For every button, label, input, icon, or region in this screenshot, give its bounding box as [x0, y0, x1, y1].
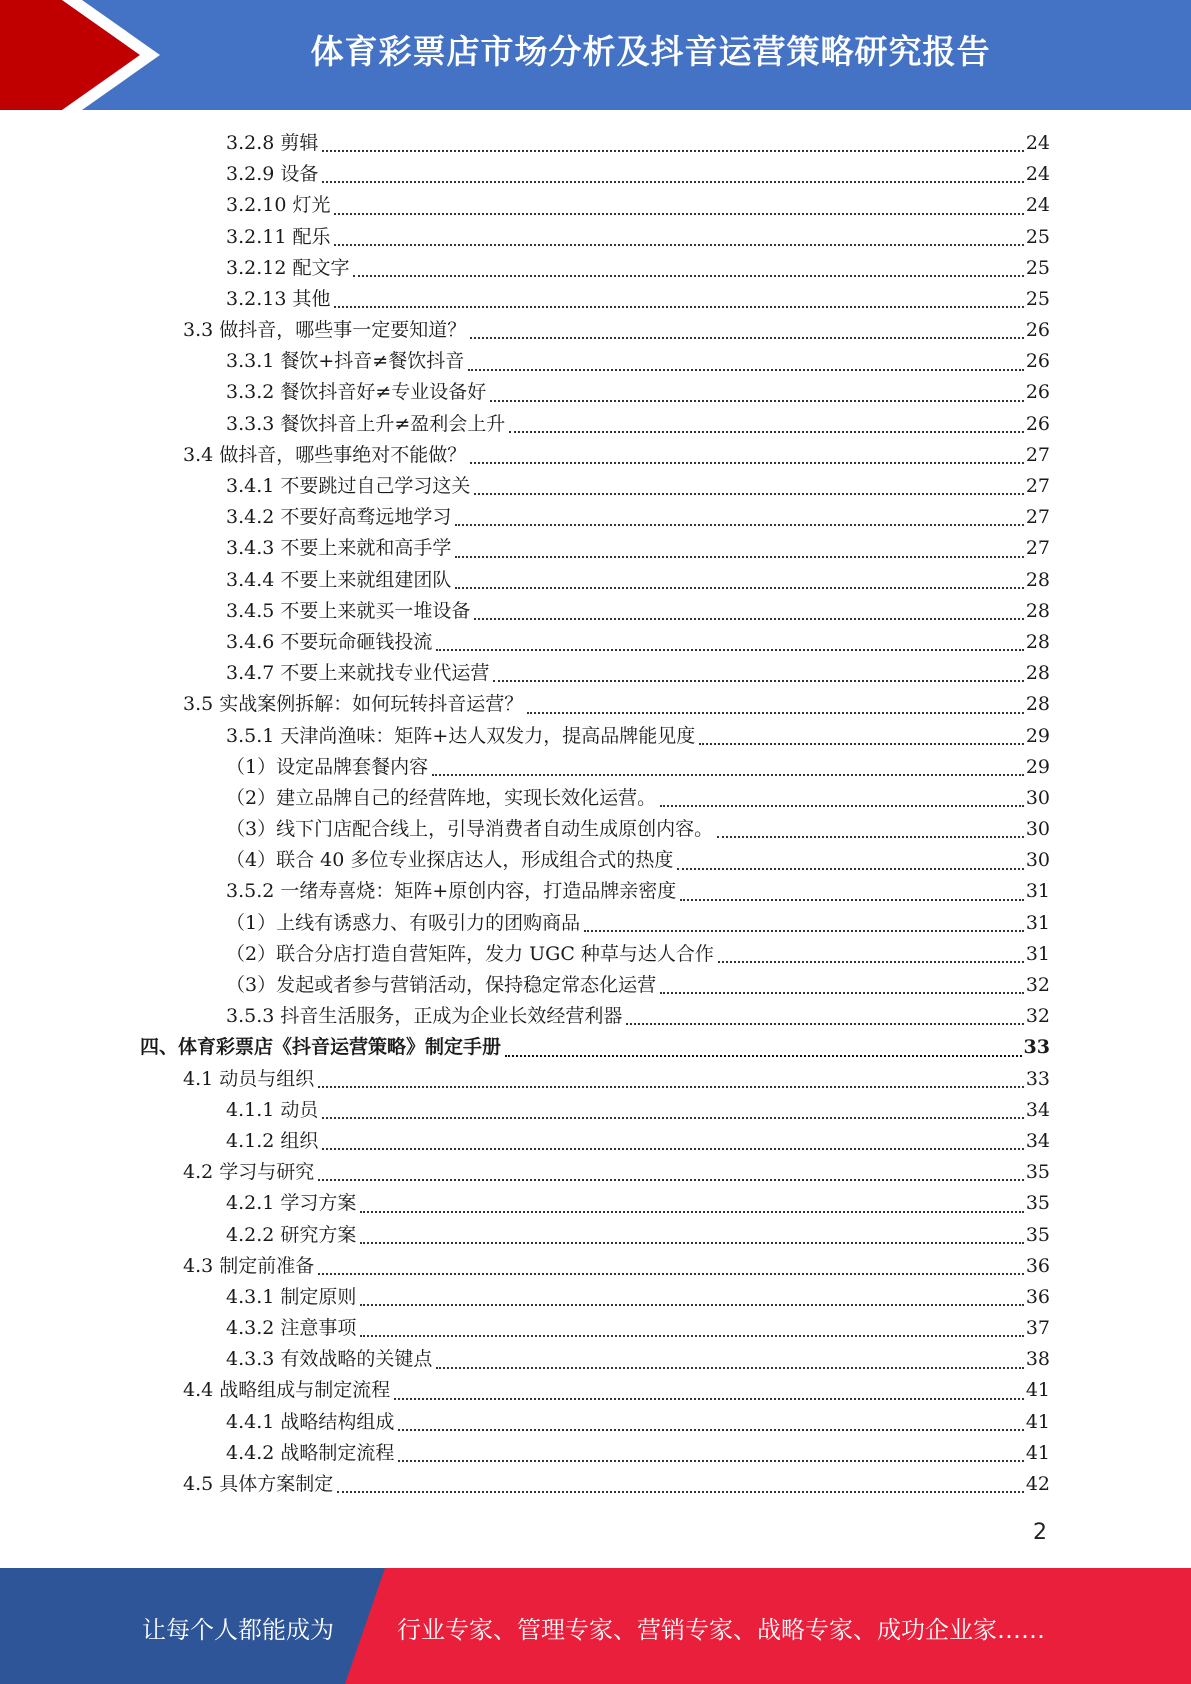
toc-entry-title: 3.2.12 配文字 — [226, 256, 350, 279]
toc-dot-leader — [353, 274, 1023, 277]
toc-entry[interactable] — [140, 471, 1050, 502]
toc-entry-title: 4.3 制定前准备 — [183, 1254, 315, 1277]
toc-entry[interactable] — [140, 1344, 1050, 1375]
toc-entry-title: （3）发起或者参与营销活动，保持稳定常态化运营 — [226, 974, 657, 997]
toc-entry[interactable] — [140, 596, 1050, 627]
toc-dot-leader — [660, 804, 1024, 807]
toc-entry-title: （1）上线有诱惑力、有吸引力的团购商品 — [226, 911, 581, 934]
toc-entry-page: 37 — [1025, 1317, 1050, 1340]
toc-entry-title: 3.2.11 配乐 — [226, 225, 331, 248]
toc-dot-leader — [322, 149, 1023, 152]
toc-entry-title: 4.3.1 制定原则 — [226, 1285, 357, 1308]
toc-dot-leader — [470, 336, 1024, 339]
toc-entry-page: 26 — [1025, 412, 1050, 435]
toc-entry-page: 26 — [1025, 381, 1050, 404]
toc-entry[interactable] — [140, 689, 1050, 720]
toc-entry[interactable] — [140, 939, 1050, 970]
toc-entry[interactable] — [140, 627, 1050, 658]
toc-dot-leader — [360, 1303, 1023, 1306]
toc-dot-leader — [490, 399, 1024, 402]
footer-slogan-left: 让每个人都能成为 — [142, 1616, 334, 1644]
toc-dot-leader — [717, 835, 1024, 838]
toc-entry[interactable] — [140, 1126, 1050, 1157]
toc-entry-page: 32 — [1025, 974, 1050, 997]
toc-entry[interactable] — [140, 1376, 1050, 1407]
toc-entry[interactable] — [140, 721, 1050, 752]
toc-entry-title: 3.2.9 设备 — [226, 163, 319, 186]
toc-entry-title: （1）设定品牌套餐内容 — [226, 755, 429, 778]
footer-slogan-right: 行业专家、管理专家、营销专家、战略专家、成功企业家…… — [397, 1616, 1045, 1644]
toc-dot-leader — [360, 1241, 1023, 1244]
toc-entry-title: 4.2.2 研究方案 — [226, 1223, 357, 1246]
toc-dot-leader — [660, 991, 1024, 994]
toc-entry-title: 3.4.1 不要跳过自己学习这关 — [226, 475, 471, 498]
toc-dot-leader — [334, 243, 1023, 246]
toc-entry-page: 35 — [1025, 1192, 1050, 1215]
toc-dot-leader — [436, 1366, 1023, 1369]
toc-entry-title: 3.5.1 天津尚渔味：矩阵+达人双发力，提高品牌能见度 — [226, 724, 696, 747]
toc-dot-leader — [468, 368, 1024, 371]
toc-dot-leader — [527, 711, 1024, 714]
toc-entry-title: 4.4.2 战略制定流程 — [226, 1441, 395, 1464]
toc-entry-title: 3.5 实战案例拆解：如何玩转抖音运营？ — [183, 693, 524, 716]
toc-entry-page: 24 — [1025, 163, 1050, 186]
toc-entry-page: 41 — [1025, 1379, 1050, 1402]
toc-entry-title: 3.5.3 抖音生活服务，正成为企业长效经营利器 — [226, 1005, 623, 1028]
toc-entry-title: 3.3.2 餐饮抖音好≠专业设备好 — [226, 381, 487, 404]
toc-entry-page: 34 — [1025, 1098, 1050, 1121]
toc-entry-page: 27 — [1025, 443, 1050, 466]
toc-entry-title: 四、体育彩票店《抖音运营策略》制定手册 — [140, 1036, 502, 1059]
toc-entry[interactable] — [140, 1282, 1050, 1313]
toc-dot-leader — [360, 1210, 1023, 1213]
toc-dot-leader — [455, 555, 1023, 558]
page-header — [0, 0, 1191, 110]
toc-entry-page: 31 — [1025, 880, 1050, 903]
toc-entry-title: 3.4 做抖音，哪些事绝对不能做？ — [183, 443, 467, 466]
toc-entry-page: 31 — [1025, 942, 1050, 965]
table-of-contents — [140, 128, 1050, 1500]
toc-entry-page: 28 — [1025, 662, 1050, 685]
toc-entry-title: 3.4.3 不要上来就和高手学 — [226, 537, 452, 560]
toc-entry-page: 28 — [1025, 693, 1050, 716]
toc-entry[interactable] — [140, 845, 1050, 876]
toc-dot-leader — [322, 1147, 1023, 1150]
toc-entry-page: 30 — [1025, 786, 1050, 809]
toc-entry[interactable] — [140, 346, 1050, 377]
page-footer — [0, 1568, 1191, 1684]
toc-entry-title: 3.4.2 不要好高骛远地学习 — [226, 506, 452, 529]
toc-entry[interactable] — [140, 128, 1050, 159]
toc-dot-leader — [677, 867, 1023, 870]
toc-entry[interactable] — [140, 1438, 1050, 1469]
toc-entry[interactable] — [140, 378, 1050, 409]
toc-entry-page: 36 — [1025, 1285, 1050, 1308]
toc-dot-leader — [432, 773, 1024, 776]
toc-dot-leader — [318, 1178, 1024, 1181]
toc-entry-page: 26 — [1025, 350, 1050, 373]
toc-entry[interactable] — [140, 908, 1050, 939]
toc-entry-page: 28 — [1025, 630, 1050, 653]
toc-entry[interactable] — [140, 1064, 1050, 1095]
toc-dot-leader — [718, 960, 1024, 963]
toc-entry[interactable] — [140, 1095, 1050, 1126]
toc-dot-leader — [398, 1459, 1023, 1462]
toc-entry-title: 3.2.10 灯光 — [226, 194, 331, 217]
toc-entry[interactable] — [140, 253, 1050, 284]
toc-entry[interactable] — [140, 1188, 1050, 1219]
toc-entry-title: 4.2.1 学习方案 — [226, 1192, 357, 1215]
toc-entry-page: 30 — [1025, 849, 1050, 872]
toc-entry[interactable] — [140, 658, 1050, 689]
toc-entry[interactable] — [140, 1313, 1050, 1344]
toc-entry[interactable] — [140, 315, 1050, 346]
toc-entry-page: 35 — [1025, 1161, 1050, 1184]
toc-entry[interactable] — [140, 814, 1050, 845]
toc-entry-page: 34 — [1025, 1129, 1050, 1152]
toc-entry-page: 25 — [1025, 256, 1050, 279]
toc-entry[interactable] — [140, 1469, 1050, 1500]
toc-entry[interactable] — [140, 440, 1050, 471]
toc-dot-leader — [360, 1334, 1023, 1337]
toc-dot-leader — [470, 461, 1024, 464]
toc-entry[interactable] — [140, 533, 1050, 564]
toc-dot-leader — [318, 1272, 1024, 1275]
toc-entry-title: （2）建立品牌自己的经营阵地，实现长效化运营。 — [226, 786, 657, 809]
toc-entry-page: 28 — [1025, 599, 1050, 622]
toc-entry[interactable] — [140, 159, 1050, 190]
toc-entry-title: 4.1 动员与组织 — [183, 1067, 315, 1090]
toc-entry[interactable] — [140, 284, 1050, 315]
toc-entry[interactable] — [140, 1407, 1050, 1438]
toc-dot-leader — [436, 648, 1023, 651]
toc-dot-leader — [626, 1022, 1023, 1025]
toc-dot-leader — [493, 679, 1023, 682]
toc-dot-leader — [318, 1085, 1024, 1088]
toc-entry-page: 41 — [1025, 1410, 1050, 1433]
toc-dot-leader — [394, 1397, 1024, 1400]
toc-entry-title: 4.3.2 注意事项 — [226, 1317, 357, 1340]
toc-entry-title: 4.1.2 组织 — [226, 1129, 319, 1152]
toc-entry-title: 3.4.7 不要上来就找专业代运营 — [226, 662, 490, 685]
toc-dot-leader — [584, 929, 1024, 932]
toc-dot-leader — [455, 586, 1023, 589]
toc-entry-title: 4.1.1 动员 — [226, 1098, 319, 1121]
toc-entry-page: 29 — [1025, 755, 1050, 778]
toc-entry-page: 26 — [1025, 319, 1050, 342]
toc-entry[interactable] — [140, 409, 1050, 440]
toc-entry-page: 29 — [1025, 724, 1050, 747]
toc-dot-leader — [505, 1054, 1022, 1057]
toc-entry-page: 41 — [1025, 1441, 1050, 1464]
toc-entry-title: 4.4.1 战略结构组成 — [226, 1410, 395, 1433]
toc-entry[interactable] — [140, 1251, 1050, 1282]
toc-entry-title: （4）联合 40 多位专业探店达人，形成组合式的热度 — [226, 849, 674, 872]
toc-entry[interactable] — [140, 752, 1050, 783]
toc-dot-leader — [337, 1490, 1024, 1493]
toc-entry-title: 3.5.2 一绪寿喜烧：矩阵+原创内容，打造品牌亲密度 — [226, 880, 677, 903]
toc-entry[interactable] — [140, 502, 1050, 533]
toc-dot-leader — [699, 742, 1024, 745]
toc-dot-leader — [334, 212, 1023, 215]
toc-entry-page: 24 — [1025, 131, 1050, 154]
toc-entry-page: 31 — [1025, 911, 1050, 934]
toc-entry-page: 42 — [1025, 1473, 1050, 1496]
toc-dot-leader — [474, 492, 1023, 495]
toc-entry-title: 3.3.3 餐饮抖音上升≠盈利会上升 — [226, 412, 506, 435]
toc-entry[interactable] — [140, 190, 1050, 221]
toc-dot-leader — [398, 1428, 1023, 1431]
toc-dot-leader — [509, 430, 1024, 433]
toc-dot-leader — [322, 1116, 1023, 1119]
toc-entry-title: 4.2 学习与研究 — [183, 1161, 315, 1184]
toc-entry-title: 4.3.3 有效战略的关键点 — [226, 1348, 433, 1371]
toc-entry-title: 3.4.5 不要上来就买一堆设备 — [226, 599, 471, 622]
toc-entry[interactable] — [140, 565, 1050, 596]
toc-entry-page: 27 — [1025, 506, 1050, 529]
toc-entry[interactable] — [140, 970, 1050, 1001]
toc-entry-title: 3.4.4 不要上来就组建团队 — [226, 568, 452, 591]
toc-entry-title: 3.3 做抖音，哪些事一定要知道？ — [183, 319, 467, 342]
toc-entry-title: 3.3.1 餐饮+抖音≠餐饮抖音 — [226, 350, 465, 373]
toc-entry-page: 38 — [1025, 1348, 1050, 1371]
toc-entry-page: 30 — [1025, 818, 1050, 841]
toc-entry[interactable] — [140, 877, 1050, 908]
toc-dot-leader — [322, 180, 1023, 183]
toc-entry-page: 25 — [1025, 225, 1050, 248]
toc-entry-title: 3.2.8 剪辑 — [226, 131, 319, 154]
toc-entry-page: 35 — [1025, 1223, 1050, 1246]
toc-entry-page: 25 — [1025, 287, 1050, 310]
toc-entry-page: 33 — [1025, 1067, 1050, 1090]
toc-entry-page: 32 — [1025, 1005, 1050, 1028]
toc-entry[interactable] — [140, 1001, 1050, 1032]
toc-entry-title: 4.5 具体方案制定 — [183, 1473, 334, 1496]
toc-entry[interactable] — [140, 222, 1050, 253]
toc-entry-page: 27 — [1025, 537, 1050, 560]
toc-dot-leader — [680, 898, 1024, 901]
toc-entry[interactable] — [140, 1157, 1050, 1188]
toc-entry[interactable] — [140, 783, 1050, 814]
toc-entry[interactable] — [140, 1032, 1050, 1063]
toc-entry-page: 36 — [1025, 1254, 1050, 1277]
toc-dot-leader — [455, 523, 1023, 526]
header-title: 体育彩票店市场分析及抖音运营策略研究报告 — [310, 32, 991, 71]
toc-entry[interactable] — [140, 1220, 1050, 1251]
toc-entry-title: 3.2.13 其他 — [226, 287, 331, 310]
toc-entry-title: （3）线下门店配合线上，引导消费者自动生成原创内容。 — [226, 818, 714, 841]
toc-entry-title: 3.4.6 不要玩命砸钱投流 — [226, 630, 433, 653]
toc-entry-title: 4.4 战略组成与制定流程 — [183, 1379, 391, 1402]
toc-dot-leader — [334, 305, 1023, 308]
toc-entry-page: 33 — [1023, 1036, 1050, 1059]
toc-entry-page: 24 — [1025, 194, 1050, 217]
toc-entry-page: 28 — [1025, 568, 1050, 591]
page-number: 2 — [1033, 1520, 1047, 1545]
toc-entry-title: （2）联合分店打造自营矩阵，发力 UGC 种草与达人合作 — [226, 942, 714, 965]
toc-entry-page: 27 — [1025, 475, 1050, 498]
toc-dot-leader — [474, 617, 1023, 620]
